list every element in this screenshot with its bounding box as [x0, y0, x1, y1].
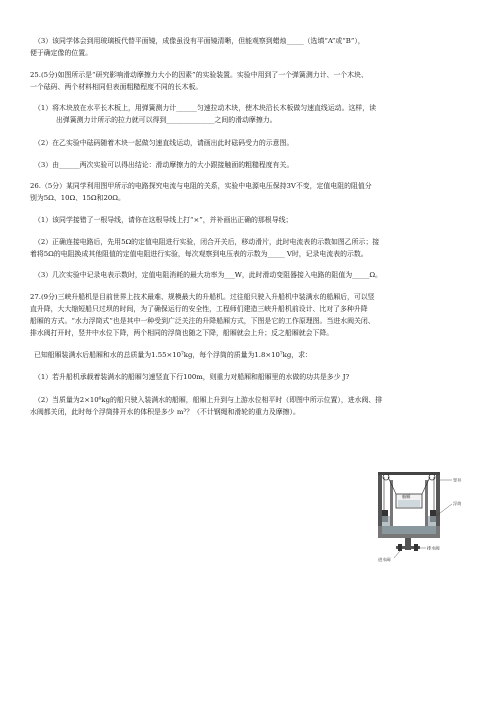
- inlet-valve-body: [398, 544, 402, 551]
- q27-stem-line2: 直升降，大大缩短船只过坝的时间，为了确保运行的安全性，工程师们建造三峡升船机前设计、比对了多种升降: [30, 305, 368, 313]
- label-outlet: 排水阀: [427, 545, 440, 551]
- q27-given: 已知船厢装满水后船厢和水的总质量为1.55×10⁷kg，每个浮筒的质量为1.8×10⁷kg，求：: [34, 351, 312, 359]
- q27-stem-line1: 27.(9分)三峡升船机是目前世界上技术最难、规模最大的升船机。过往船只驶入升船机中装满水的船厢后，可以竖: [30, 293, 375, 301]
- q26-part1: （1）该同学接错了一根导线，请你在这根导线上打“×”，并补画出正确的那根导线；: [34, 216, 293, 224]
- q26-stem-line1: 26.（5分）某同学利用图甲所示的电路探究电流与电阻的关系，实验中电源电压保持3V不变，定值电阻的阻值分: [30, 182, 372, 190]
- q24-part3-line2: 便于确定像的位置。: [30, 49, 93, 57]
- label-float: 浮筒: [453, 501, 462, 506]
- q25-part2: （2）在乙实验中砝码随着木块一起做匀速直线运动，请画出此时砝码受力的示意图。: [34, 139, 294, 147]
- q26-part2-line1: （2）正确连接电路后，先用5Ω的定值电阻进行实验，闭合开关后，移动滑片，此时电流表的示数如图乙所示；接: [34, 238, 380, 246]
- q27-part2-line1: （2）当质量为2×10⁶kg的船只驶入装满水的船厢，船厢上升到与上游水位相平时（即图中所示位置），进水阀、排: [34, 396, 383, 404]
- ship-lift-diagram: [372, 466, 478, 564]
- q27-stem-line3: 船厢的方式。“水力浮筒式”也是其中一种受到广泛关注的升降船厢方式，下图是它的工作原理图。当进水阀关闭、: [30, 317, 375, 325]
- label-cabin: 船厢: [402, 494, 411, 499]
- q25-stem-line1: 25.(5分)如图所示是“研究影响滑动摩擦力大小的因素”的实验装置。实验中用到了一个弹簧测力计、一个木块、: [30, 71, 368, 79]
- q25-stem-line2: 一个砝码、两个材料相同但表面粗糙程度不同的长木板。: [30, 83, 203, 91]
- q26-stem-line2: 别为5Ω、10Ω、15Ω和20Ω。: [30, 194, 125, 202]
- label-shaft: 竖井: [453, 477, 462, 483]
- outlet-valve-body: [414, 544, 418, 551]
- q24-part3-line1: （3）该同学体会到用玻璃板代替平面镜，成像虽没有平面镜清晰，但能观察到蜡烛_____（选填“A”或“B”），: [34, 37, 365, 45]
- basin-water: [382, 526, 436, 534]
- q27-part2-line2: 水阀都关闭，此时每个浮筒排开水的体积是多少 m³？（不计钢绳和滑轮的重力及摩擦）。: [30, 408, 300, 416]
- q26-part3: （3）几次实验中记录电表示数时，定值电阻消耗的最大功率为___W，此时滑动变阻器接入电路的阻值为_____Ω。: [34, 271, 382, 279]
- q25-part1-line2: 出弹簧测力计所示的拉力就可以得到______________之间的滑动摩擦力。: [56, 116, 277, 124]
- q25-part3: （3）由______两次实验可以得出结论：滑动摩擦力的大小跟接触面的粗糙程度有关。: [34, 161, 294, 169]
- ship-lift-svg: [372, 466, 478, 564]
- q27-stem-line4: 排水阀打开时，竖井中水位下降，两个相同的浮筒也随之下降，船厢就会上升；反之船厢就会下降。: [30, 329, 334, 337]
- leader-inlet: [394, 551, 400, 558]
- q27-part1: （1）若升船机承载着装满水的船厢匀速竖直下行100m，则重力对船厢和船厢里的水做的功共是多少 J?: [34, 373, 350, 381]
- cabin-water: [398, 500, 420, 507]
- q26-part2-line2: 着将5Ω的电阻换成其他阻值的定值电阻进行实验，每次观察到电压表的示数为_____ V时，记录电流表的示数。: [30, 250, 368, 258]
- label-inlet: 进水阀: [378, 557, 391, 562]
- q25-part1-line1: （1）将木块放在水平长木板上，用弹簧测力计______匀速拉动木块，使木块沿长木板做匀速直线运动。这样，读: [34, 104, 377, 112]
